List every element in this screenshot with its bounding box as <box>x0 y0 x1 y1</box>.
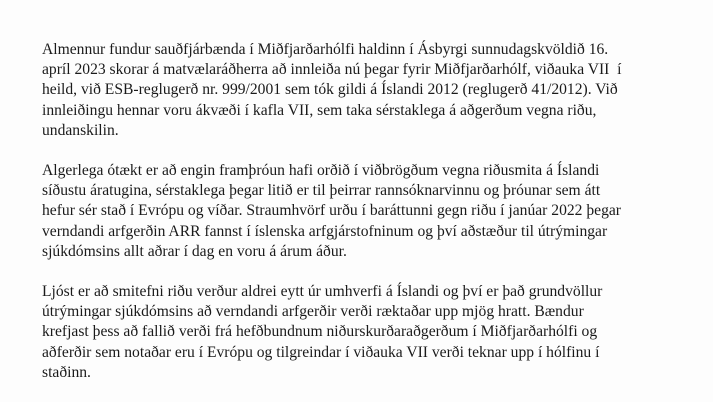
text-line: staðinn. <box>42 363 91 381</box>
paragraph-3 <box>42 282 707 383</box>
text-line: Algerlega ótækt er að engin framþróun hafi orðið í viðbrögðum vegna riðusmita á Íslandi <box>42 162 600 180</box>
text-line: sjúkdómsins allt aðrar í dag en voru á árum áður. <box>42 242 347 260</box>
text-line: heild, við ESB-reglugerð nr. 999/2001 sem tók gildi á Íslandi 2012 (reglugerð 41/2012). Við <box>42 81 618 99</box>
document-body <box>42 40 707 403</box>
text-line: hefur sér stað í Evrópu og víðar. Straumhvörf urðu í baráttunni gegn riðu í janúar 2022 þegar <box>42 202 621 220</box>
paragraph-2 <box>42 161 707 262</box>
text-line: útrýmingar sjúkdómsins að verndandi arfgerðir verði ræktaðar upp mjög hratt. Bændur <box>42 303 584 321</box>
text-line: Ljóst er að smitefni riðu verður aldrei eytt úr umhverfi á Íslandi og því er það grundvöllur <box>42 283 603 301</box>
text-line: síðustu áratugina, sérstaklega þegar litið er til þeirrar rannsóknarvinnu og þróunar sem átt <box>42 182 601 200</box>
paragraph-1 <box>42 40 707 141</box>
text-line: krefjast þess að fallið verði frá hefðbundnum niðurskurðaraðgerðum í Miðfjarðarhólfi og <box>42 323 598 341</box>
text-line: verndandi arfgerðin ARR fannst í íslenska arfgjárstofninum og því aðstæður til útrýmingar <box>42 222 608 240</box>
text-line: apríl 2023 skorar á matvælaráðherra að innleiða nú þegar fyrir Miðfjarðarhólf, viðauka VII í <box>42 61 622 79</box>
text-line: innleiðingu hennar voru ákvæði í kafla VII, sem taka sérstaklega á aðgerðum vegna riðu, <box>42 101 597 119</box>
text-line: undanskilin. <box>42 121 119 139</box>
text-line: Almennur fundur sauðfjárbænda í Miðfjarðarhólfi haldinn í Ásbyrgi sunnudagskvöldið 16. <box>42 41 609 58</box>
text-line: aðferðir sem notaðar eru í Evrópu og tilgreindar í viðauka VII verði teknar upp í hólfinu í <box>42 343 600 361</box>
